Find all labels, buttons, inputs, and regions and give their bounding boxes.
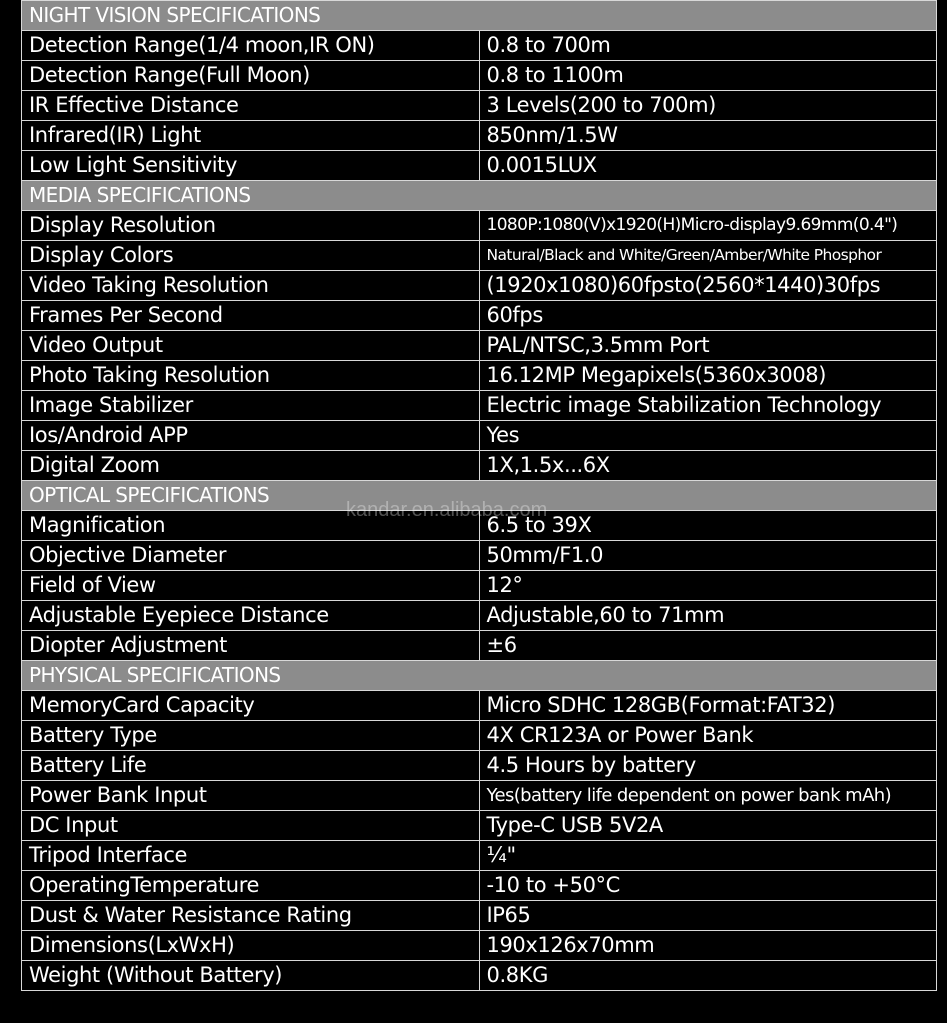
spec-label: Tripod Interface (22, 841, 480, 871)
spec-value: 4X CR123A or Power Bank (479, 721, 937, 751)
spec-value: 3 Levels(200 to 700m) (479, 91, 937, 121)
spec-row (22, 271, 937, 301)
spec-value: 60fps (479, 301, 937, 331)
spec-row (22, 571, 937, 601)
spec-row (22, 421, 937, 451)
spec-label: Infrared(IR) Light (22, 121, 480, 151)
spec-value: 0.8 to 1100m (479, 61, 937, 91)
spec-value: Yes (479, 421, 937, 451)
section-title: NIGHT VISION SPECIFICATIONS (22, 1, 937, 31)
spec-row (22, 361, 937, 391)
spec-value: (1920x1080)60fpsto(2560*1440)30fps (479, 271, 937, 301)
spec-label: Adjustable Eyepiece Distance (22, 601, 480, 631)
section-header-media (22, 181, 937, 211)
spec-row (22, 541, 937, 571)
spec-row (22, 91, 937, 121)
spec-label: Dimensions(LxWxH) (22, 931, 480, 961)
spec-row (22, 961, 937, 991)
spec-label: Display Resolution (22, 211, 480, 241)
spec-label: MemoryCard Capacity (22, 691, 480, 721)
section-title: MEDIA SPECIFICATIONS (22, 181, 937, 211)
spec-value: IP65 (479, 901, 937, 931)
spec-label: Field of View (22, 571, 480, 601)
spec-label: Magnification (22, 511, 480, 541)
section-header-night-vision (22, 1, 937, 31)
spec-value: 16.12MP Megapixels(5360x3008) (479, 361, 937, 391)
spec-row (22, 61, 937, 91)
spec-value: PAL/NTSC,3.5mm Port (479, 331, 937, 361)
spec-value: 0.0015LUX (479, 151, 937, 181)
spec-label: Detection Range(1/4 moon,IR ON) (22, 31, 480, 61)
spec-value: Adjustable,60 to 71mm (479, 601, 937, 631)
spec-label: Video Output (22, 331, 480, 361)
spec-label: Objective Diameter (22, 541, 480, 571)
spec-row (22, 31, 937, 61)
spec-row (22, 121, 937, 151)
spec-value: 0.8KG (479, 961, 937, 991)
spec-row (22, 691, 937, 721)
spec-row (22, 601, 937, 631)
spec-row (22, 841, 937, 871)
section-header-physical (22, 661, 937, 691)
spec-row (22, 631, 937, 661)
spec-value: Yes(battery life dependent on power bank mAh) (479, 781, 937, 811)
spec-row (22, 211, 937, 241)
spec-value: 190x126x70mm (479, 931, 937, 961)
spec-row (22, 751, 937, 781)
spec-label: IR Effective Distance (22, 91, 480, 121)
spec-label: Battery Life (22, 751, 480, 781)
spec-value: 0.8 to 700m (479, 31, 937, 61)
spec-label: Low Light Sensitivity (22, 151, 480, 181)
spec-row (22, 931, 937, 961)
spec-row (22, 721, 937, 751)
spec-label: Video Taking Resolution (22, 271, 480, 301)
spec-value: 6.5 to 39X (479, 511, 937, 541)
watermark: kandar.en.alibaba.com (346, 499, 548, 521)
spec-value: Type-C USB 5V2A (479, 811, 937, 841)
spec-label: Dust & Water Resistance Rating (22, 901, 480, 931)
spec-label: Power Bank Input (22, 781, 480, 811)
spec-row (22, 811, 937, 841)
spec-label: Weight (Without Battery) (22, 961, 480, 991)
spec-value: ±6 (479, 631, 937, 661)
spec-table (21, 0, 937, 991)
spec-row (22, 781, 937, 811)
spec-value: ¼" (479, 841, 937, 871)
spec-row (22, 451, 937, 481)
spec-label: Digital Zoom (22, 451, 480, 481)
spec-label: Ios/Android APP (22, 421, 480, 451)
spec-row (22, 331, 937, 361)
spec-label: Display Colors (22, 241, 480, 271)
spec-label: Diopter Adjustment (22, 631, 480, 661)
spec-value: 50mm/F1.0 (479, 541, 937, 571)
spec-value: Electric image Stabilization Technology (479, 391, 937, 421)
section-title: OPTICAL SPECIFICATIONS (22, 481, 937, 511)
spec-value: Micro SDHC 128GB(Format:FAT32) (479, 691, 937, 721)
spec-value: 12° (479, 571, 937, 601)
spec-row (22, 151, 937, 181)
spec-row (22, 391, 937, 421)
spec-label: Detection Range(Full Moon) (22, 61, 480, 91)
spec-row (22, 241, 937, 271)
spec-value: -10 to +50°C (479, 871, 937, 901)
spec-label: Photo Taking Resolution (22, 361, 480, 391)
spec-label: OperatingTemperature (22, 871, 480, 901)
spec-label: Battery Type (22, 721, 480, 751)
section-header-optical (22, 481, 937, 511)
spec-value: 850nm/1.5W (479, 121, 937, 151)
spec-row (22, 511, 937, 541)
spec-label: Image Stabilizer (22, 391, 480, 421)
spec-value: Natural/Black and White/Green/Amber/White Phosphor (479, 241, 937, 271)
spec-label: Frames Per Second (22, 301, 480, 331)
spec-value: 1080P:1080(V)x1920(H)Micro-display9.69mm(0.4") (479, 211, 937, 241)
spec-value: 1X,1.5x...6X (479, 451, 937, 481)
spec-row (22, 871, 937, 901)
spec-row (22, 301, 937, 331)
spec-label: DC Input (22, 811, 480, 841)
section-title: PHYSICAL SPECIFICATIONS (22, 661, 937, 691)
spec-row (22, 901, 937, 931)
spec-value: 4.5 Hours by battery (479, 751, 937, 781)
